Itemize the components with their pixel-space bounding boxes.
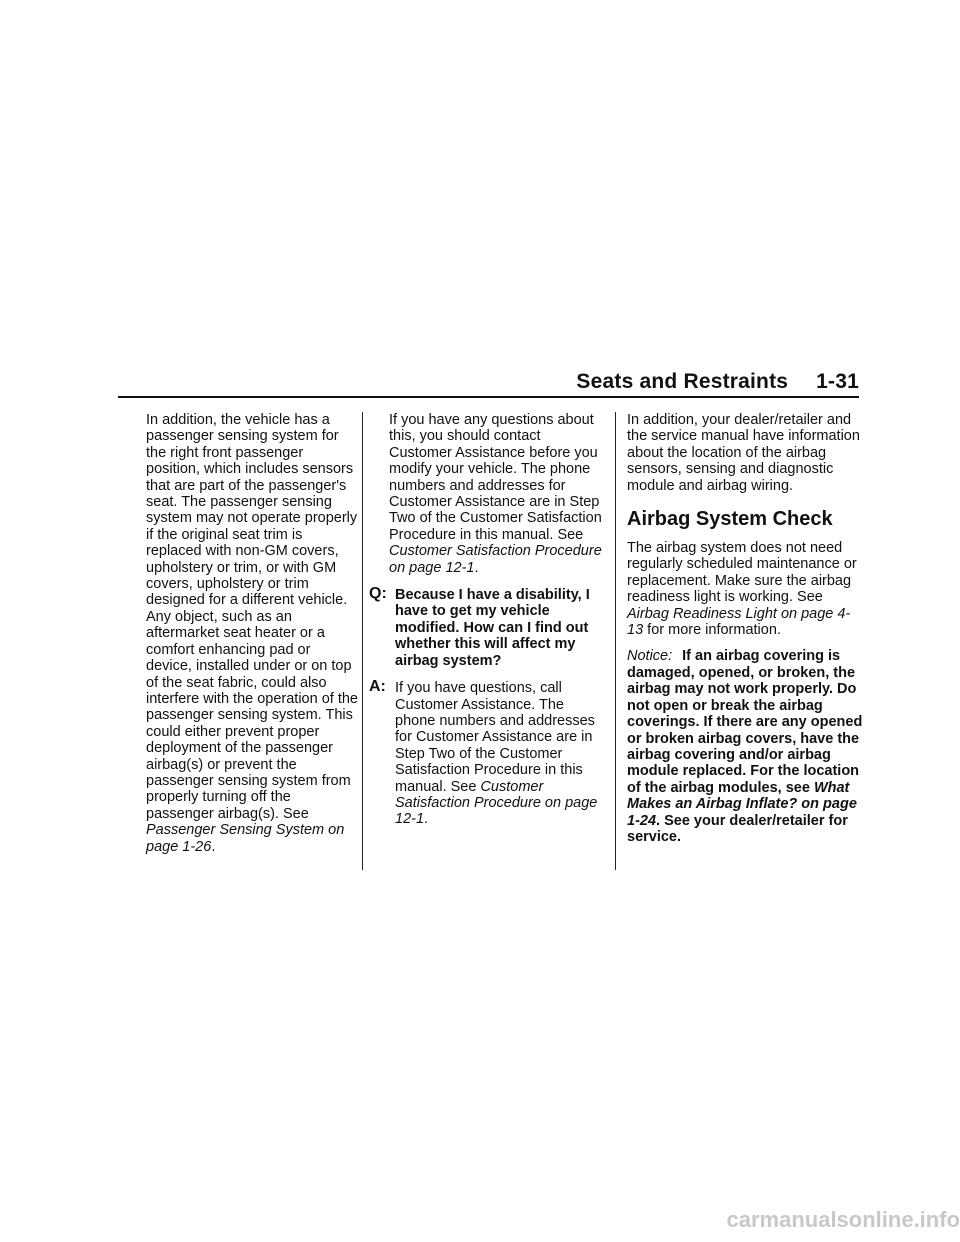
section-heading: Airbag System Check	[627, 508, 833, 531]
notice-text-end: . See your dealer/retailer for service.	[627, 812, 848, 845]
body-text: If you have any questions about this, you should contact Customer Assistance before you modify your vehicle. The phone numbers and addresses for Customer Assistance are in Step Two of the Customer Satisfaction Procedure in this manual. See	[389, 412, 602, 543]
section-title: Seats and Restraints	[576, 370, 789, 393]
question-text: Because I have a disability, I have to get my vehicle modified. How can I find out whether this will affect my airbag system?	[395, 587, 590, 669]
header-text	[576, 370, 859, 394]
cross-reference-link[interactable]: Airbag Readiness Light on page 4-13	[627, 605, 851, 639]
answer-text	[395, 680, 607, 828]
cross-reference-link[interactable]: Passenger Sensing System on page 1-26	[146, 822, 345, 855]
passenger-sensing-paragraph	[146, 412, 358, 855]
question-label: Q:	[369, 585, 387, 603]
cross-reference-link[interactable]: Customer Satisfaction Procedure on page 12-1	[395, 778, 598, 828]
page-header	[118, 368, 859, 398]
column-3	[627, 412, 863, 845]
punctuation: .	[474, 559, 479, 576]
page-number: 1-31	[816, 370, 859, 393]
dealer-info-paragraph: In addition, your dealer/retailer and the service manual have information about the location of the airbag sensors, sensing and diagnostic module and airbag wiring.	[627, 412, 860, 494]
notice-paragraph	[627, 648, 863, 845]
answer-block	[369, 680, 607, 828]
watermark: carmanualsonline.info	[726, 1207, 960, 1232]
question-block	[369, 587, 607, 669]
body-text: for more information.	[643, 622, 781, 639]
body-text: The airbag system does not need regularly scheduled maintenance or replacement. Make sure the airbag readiness light is working. See	[627, 540, 857, 606]
body-text: If you have questions, call Customer Assistance. The phone numbers and addresses for Customer Assistance are in Step Two of the Customer Satisfaction Procedure in this manual. See	[395, 680, 595, 795]
notice-label: Notice:	[627, 648, 673, 665]
column-divider-1	[362, 412, 363, 870]
column-1	[146, 412, 358, 855]
airbag-check-paragraph	[627, 540, 863, 638]
cross-reference-link[interactable]: What Makes an Airbag Inflate? on page 1-24	[627, 779, 857, 829]
header-rule	[118, 396, 859, 398]
customer-assistance-paragraph	[369, 412, 607, 576]
column-divider-2	[615, 412, 616, 870]
answer-label: A:	[369, 678, 386, 696]
punctuation: .	[211, 838, 216, 855]
punctuation: .	[424, 811, 429, 828]
notice-text: If an airbag covering is damaged, opened, or broken, the airbag may not work properly. Do not open or break the airbag coverings. If there are any opened or broken airbag covers, have the airbag covering and/or airbag module replaced. For the location of the airbag modules, see	[627, 648, 863, 796]
body-text: In addition, the vehicle has a passenger sensing system for the right front passenger position, which includes sensors that are part of the passenger's seat. The passenger sensing system may not operate properly if the original seat trim is replaced with non-GM covers, upholstery or trim, or with GM covers, upholstery or trim designed for a different vehicle. Any object, such as an aftermarket seat heater or a comfort enhancing pad or device, installed under or on top of the seat fabric, could also interfere with the operation of the passenger sensing system. This could either prevent proper deployment of the passenger airbag(s) or prevent the passenger sensing system from properly turning off the passenger airbag(s). See	[146, 412, 358, 822]
cross-reference-link[interactable]: Customer Satisfaction Procedure on page 12-1	[389, 543, 602, 576]
column-2	[369, 412, 607, 828]
